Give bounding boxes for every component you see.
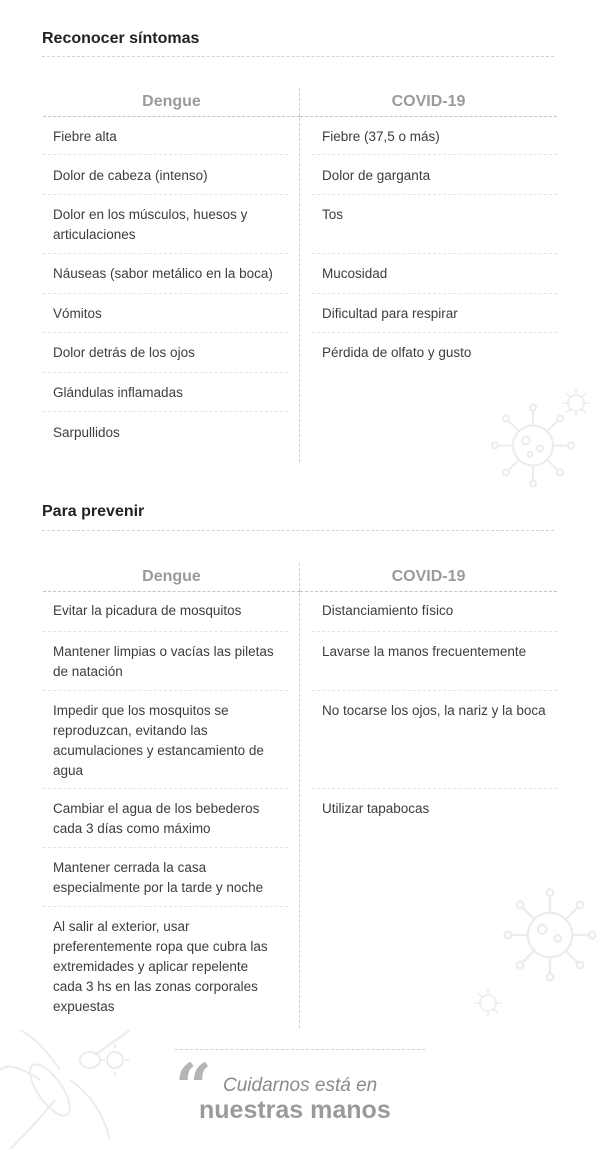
slogan-line-2: nuestras manos <box>199 1096 391 1124</box>
list-item: Cambiar el agua de los bebederos cada 3 días como máximo <box>43 789 288 848</box>
list-item: Dolor de cabeza (intenso) <box>43 155 288 195</box>
list-item: Náuseas (sabor metálico en la boca) <box>43 254 288 294</box>
list-item: Impedir que los mosquitos se reproduzcan, evitando las acumulaciones y estancamiento de agua <box>43 691 288 789</box>
covid-header: COVID-19 <box>300 88 557 117</box>
list-item: Fiebre alta <box>43 117 288 155</box>
list-item: Dolor detrás de los ojos <box>43 333 288 373</box>
covid-header: COVID-19 <box>300 563 557 592</box>
covid-symptoms-column <box>312 88 557 373</box>
list-item: Vómitos <box>43 294 288 333</box>
list-item: Lavarse la manos frecuentemente <box>312 632 557 691</box>
list-item: Mantener cerrada la casa especialmente por la tarde y noche <box>43 848 288 907</box>
quote-mark-icon: “ <box>175 1050 212 1125</box>
section-title-sintomas: Reconocer síntomas <box>42 30 200 47</box>
covid-prevention-column <box>312 563 557 829</box>
list-item: Tos <box>312 195 557 254</box>
list-item: Mantener limpias o vacías las piletas de natación <box>43 632 288 691</box>
list-item: Glándulas inflamadas <box>43 373 288 412</box>
dengue-header: Dengue <box>43 88 300 117</box>
slogan-line-1: Cuidarnos está en <box>223 1075 378 1096</box>
list-item: Evitar la picadura de mosquitos <box>43 592 288 632</box>
section-divider <box>42 530 554 531</box>
dengue-header: Dengue <box>43 563 300 592</box>
list-item: Mucosidad <box>312 254 557 294</box>
list-item: Al salir al exterior, usar preferentemente ropa que cubra las extremidades y aplicar repelente cada 3 hs en las zonas corporales expuestas <box>53 919 268 1014</box>
mosquito-icon <box>0 1020 150 1149</box>
list-item: Utilizar tapabocas <box>322 801 430 816</box>
list-item: Sarpullidos <box>53 425 120 440</box>
slogan <box>175 1050 435 1130</box>
list-item: Distanciamiento físico <box>312 592 557 632</box>
virus-icon-tiny <box>470 985 506 1021</box>
virus-icon-large <box>500 880 600 990</box>
virus-icon-small <box>558 385 594 421</box>
list-item: Pérdida de olfato y gusto <box>322 345 472 360</box>
section-title-prevenir: Para prevenir <box>42 503 145 520</box>
column-divider <box>299 563 300 1028</box>
footer-divider <box>175 1049 425 1050</box>
dengue-prevention-column <box>43 563 288 1017</box>
list-item: Dificultad para respirar <box>312 294 557 333</box>
list-item: Dolor de garganta <box>312 155 557 195</box>
dengue-symptoms-column <box>43 88 288 452</box>
list-item: Dolor en los músculos, huesos y articulaciones <box>43 195 288 254</box>
section-divider <box>42 56 554 57</box>
column-divider <box>299 88 300 462</box>
list-item: No tocarse los ojos, la nariz y la boca <box>312 691 557 789</box>
list-item: Fiebre (37,5 o más) <box>312 117 557 155</box>
